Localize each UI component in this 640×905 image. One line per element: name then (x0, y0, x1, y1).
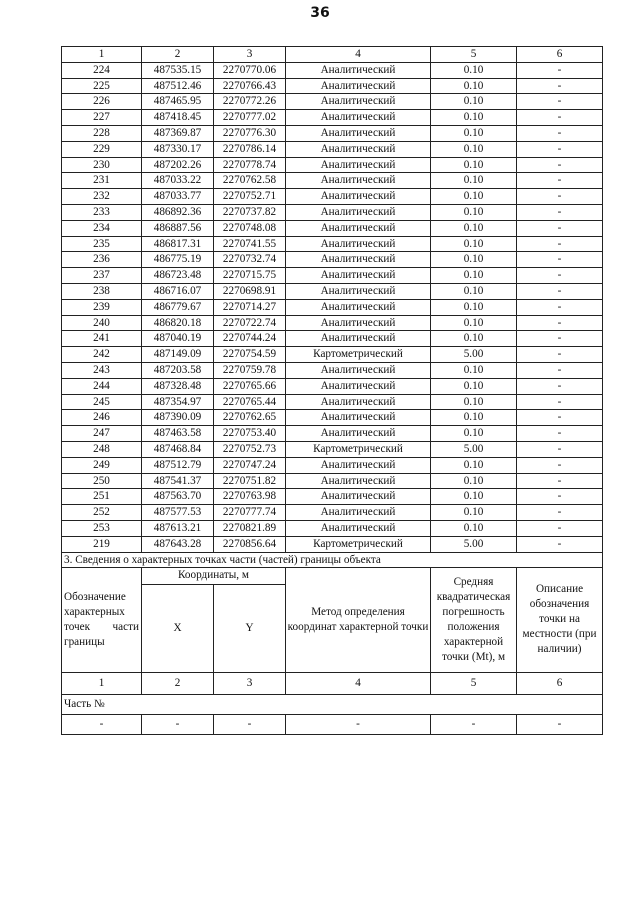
y-coord-cell: 2270747.24 (214, 457, 286, 473)
error-cell: 5.00 (431, 536, 517, 552)
point-number-cell: 247 (62, 426, 142, 442)
description-cell: - (517, 125, 603, 141)
y-coord-cell: 2270762.65 (214, 410, 286, 426)
point-number-cell: 236 (62, 252, 142, 268)
method-cell: Аналитический (286, 78, 431, 94)
col-num: 3 (214, 672, 286, 694)
method-cell: Аналитический (286, 457, 431, 473)
error-cell: 0.10 (431, 141, 517, 157)
y-coord-cell: 2270776.30 (214, 125, 286, 141)
x-coord-cell: 486892.36 (142, 204, 214, 220)
error-cell: 5.00 (431, 347, 517, 363)
error-cell: 0.10 (431, 505, 517, 521)
description-cell: - (517, 473, 603, 489)
page-number: 36 (310, 5, 330, 21)
table-row (62, 505, 603, 521)
description-cell: - (517, 236, 603, 252)
y-coord-cell: 2270751.82 (214, 473, 286, 489)
error-cell: 0.10 (431, 157, 517, 173)
error-cell: 0.10 (431, 94, 517, 110)
x-coord-cell: 487541.37 (142, 473, 214, 489)
y-coord-cell: 2270766.43 (214, 78, 286, 94)
empty-cell: - (431, 714, 517, 734)
error-cell: 0.10 (431, 331, 517, 347)
method-cell: Аналитический (286, 489, 431, 505)
col-num: 2 (142, 47, 214, 63)
error-cell: 0.10 (431, 252, 517, 268)
description-cell: - (517, 283, 603, 299)
point-number-cell: 227 (62, 110, 142, 126)
y-coord-cell: 2270763.98 (214, 489, 286, 505)
table-row (62, 204, 603, 220)
method-cell: Аналитический (286, 173, 431, 189)
table-row (62, 157, 603, 173)
y-coord-cell: 2270856.64 (214, 536, 286, 552)
x-coord-cell: 487354.97 (142, 394, 214, 410)
header-designation (62, 567, 142, 672)
method-cell: Аналитический (286, 141, 431, 157)
point-number-cell: 232 (62, 189, 142, 205)
method-cell: Аналитический (286, 378, 431, 394)
x-coord-cell: 487149.09 (142, 347, 214, 363)
error-cell: 0.10 (431, 473, 517, 489)
point-number-cell: 224 (62, 62, 142, 78)
point-number-cell: 250 (62, 473, 142, 489)
x-coord-cell: 487465.95 (142, 94, 214, 110)
point-number-cell: 248 (62, 441, 142, 457)
header-error: Средняя квадратическая погрешность положения характерной точки (Mt), м (431, 567, 517, 672)
table-row (62, 78, 603, 94)
description-cell: - (517, 173, 603, 189)
table-row (62, 315, 603, 331)
empty-row (62, 714, 603, 734)
description-cell: - (517, 520, 603, 536)
method-cell: Аналитический (286, 157, 431, 173)
x-coord-cell: 486716.07 (142, 283, 214, 299)
description-cell: - (517, 394, 603, 410)
header-description: Описание обозначения точки на местности (при наличии) (517, 567, 603, 672)
method-cell: Аналитический (286, 189, 431, 205)
table-row (62, 378, 603, 394)
col-num: 6 (517, 672, 603, 694)
x-coord-cell: 486887.56 (142, 220, 214, 236)
description-cell: - (517, 331, 603, 347)
method-cell: Аналитический (286, 220, 431, 236)
method-cell: Аналитический (286, 520, 431, 536)
description-cell: - (517, 426, 603, 442)
point-number-cell: 234 (62, 220, 142, 236)
description-cell: - (517, 157, 603, 173)
y-coord-cell: 2270737.82 (214, 204, 286, 220)
y-coord-cell: 2270752.71 (214, 189, 286, 205)
x-coord-cell: 487512.79 (142, 457, 214, 473)
y-coord-cell: 2270765.44 (214, 394, 286, 410)
description-cell: - (517, 141, 603, 157)
method-cell: Аналитический (286, 62, 431, 78)
point-number-cell: 231 (62, 173, 142, 189)
table-row (62, 268, 603, 284)
x-coord-cell: 487613.21 (142, 520, 214, 536)
x-coord-cell: 487033.22 (142, 173, 214, 189)
method-cell: Аналитический (286, 331, 431, 347)
col-num: 4 (286, 47, 431, 63)
col-num: 3 (214, 47, 286, 63)
description-cell: - (517, 220, 603, 236)
table-row (62, 331, 603, 347)
x-coord-cell: 487577.53 (142, 505, 214, 521)
method-cell: Картометрический (286, 347, 431, 363)
x-coord-cell: 486779.67 (142, 299, 214, 315)
table-row (62, 362, 603, 378)
error-cell: 0.10 (431, 173, 517, 189)
empty-cell: - (214, 714, 286, 734)
error-cell: 0.10 (431, 236, 517, 252)
error-cell: 0.10 (431, 315, 517, 331)
point-number-cell: 230 (62, 157, 142, 173)
y-coord-cell: 2270754.59 (214, 347, 286, 363)
y-coord-cell: 2270714.27 (214, 299, 286, 315)
description-cell: - (517, 62, 603, 78)
col-num: 4 (286, 672, 431, 694)
method-cell: Картометрический (286, 536, 431, 552)
point-number-cell: 233 (62, 204, 142, 220)
empty-cell: - (286, 714, 431, 734)
header-method: Метод определения координат характерной точки (286, 567, 431, 672)
description-cell: - (517, 204, 603, 220)
error-cell: 0.10 (431, 78, 517, 94)
x-coord-cell: 487202.26 (142, 157, 214, 173)
x-coord-cell: 487033.77 (142, 189, 214, 205)
method-cell: Аналитический (286, 204, 431, 220)
table-row (62, 110, 603, 126)
error-cell: 0.10 (431, 520, 517, 536)
y-coord-cell: 2270698.91 (214, 283, 286, 299)
error-cell: 0.10 (431, 489, 517, 505)
method-cell: Аналитический (286, 394, 431, 410)
x-coord-cell: 487369.87 (142, 125, 214, 141)
error-cell: 0.10 (431, 362, 517, 378)
table-row (62, 299, 603, 315)
coordinates-table (61, 46, 603, 735)
table-row (62, 457, 603, 473)
table-row (62, 441, 603, 457)
x-coord-cell: 487468.84 (142, 441, 214, 457)
header-designation-text: Обозначение характерных точек части границы (64, 590, 139, 648)
point-number-cell: 225 (62, 78, 142, 94)
part-label-row (62, 694, 603, 714)
y-coord-cell: 2270777.74 (214, 505, 286, 521)
y-coord-cell: 2270765.66 (214, 378, 286, 394)
y-coord-cell: 2270821.89 (214, 520, 286, 536)
point-number-cell: 240 (62, 315, 142, 331)
header-x: X (142, 584, 214, 672)
col-num: 1 (62, 47, 142, 63)
x-coord-cell: 487535.15 (142, 62, 214, 78)
method-cell: Аналитический (286, 505, 431, 521)
y-coord-cell: 2270772.26 (214, 94, 286, 110)
x-coord-cell: 486817.31 (142, 236, 214, 252)
error-cell: 0.10 (431, 283, 517, 299)
table-row (62, 62, 603, 78)
error-cell: 0.10 (431, 268, 517, 284)
x-coord-cell: 487643.28 (142, 536, 214, 552)
point-number-cell: 252 (62, 505, 142, 521)
error-cell: 0.10 (431, 378, 517, 394)
error-cell: 0.10 (431, 410, 517, 426)
point-number-cell: 242 (62, 347, 142, 363)
table-row (62, 220, 603, 236)
method-cell: Аналитический (286, 315, 431, 331)
method-cell: Аналитический (286, 252, 431, 268)
description-cell: - (517, 410, 603, 426)
y-coord-cell: 2270770.06 (214, 62, 286, 78)
column-number-row (62, 47, 603, 63)
point-number-cell: 228 (62, 125, 142, 141)
x-coord-cell: 486723.48 (142, 268, 214, 284)
table-row (62, 173, 603, 189)
table-row (62, 236, 603, 252)
x-coord-cell: 487390.09 (142, 410, 214, 426)
empty-cell: - (517, 714, 603, 734)
point-number-cell: 226 (62, 94, 142, 110)
error-cell: 0.10 (431, 220, 517, 236)
x-coord-cell: 487463.58 (142, 426, 214, 442)
description-cell: - (517, 78, 603, 94)
method-cell: Аналитический (286, 362, 431, 378)
table-row (62, 283, 603, 299)
point-number-cell: 239 (62, 299, 142, 315)
table-row (62, 252, 603, 268)
description-cell: - (517, 110, 603, 126)
method-cell: Аналитический (286, 236, 431, 252)
header-y: Y (214, 584, 286, 672)
point-number-cell: 245 (62, 394, 142, 410)
description-cell: - (517, 362, 603, 378)
table-row (62, 394, 603, 410)
method-cell: Аналитический (286, 283, 431, 299)
table-row (62, 189, 603, 205)
description-cell: - (517, 489, 603, 505)
description-cell: - (517, 441, 603, 457)
part-label: Часть № (62, 694, 603, 714)
table-row (62, 347, 603, 363)
error-cell: 0.10 (431, 457, 517, 473)
table-row (62, 94, 603, 110)
col-num: 6 (517, 47, 603, 63)
y-coord-cell: 2270786.14 (214, 141, 286, 157)
method-cell: Аналитический (286, 110, 431, 126)
point-number-cell: 238 (62, 283, 142, 299)
x-coord-cell: 487040.19 (142, 331, 214, 347)
method-cell: Картометрический (286, 441, 431, 457)
y-coord-cell: 2270732.74 (214, 252, 286, 268)
empty-cell: - (62, 714, 142, 734)
section-title-row (62, 552, 603, 567)
x-coord-cell: 487563.70 (142, 489, 214, 505)
error-cell: 0.10 (431, 299, 517, 315)
col-num: 2 (142, 672, 214, 694)
error-cell: 0.10 (431, 426, 517, 442)
table-row (62, 473, 603, 489)
table-row (62, 536, 603, 552)
section-header-row (62, 567, 603, 584)
description-cell: - (517, 189, 603, 205)
error-cell: 0.10 (431, 110, 517, 126)
point-number-cell: 235 (62, 236, 142, 252)
error-cell: 0.10 (431, 204, 517, 220)
method-cell: Аналитический (286, 410, 431, 426)
x-coord-cell: 487512.46 (142, 78, 214, 94)
x-coord-cell: 487418.45 (142, 110, 214, 126)
method-cell: Аналитический (286, 125, 431, 141)
description-cell: - (517, 505, 603, 521)
y-coord-cell: 2270715.75 (214, 268, 286, 284)
error-cell: 5.00 (431, 441, 517, 457)
description-cell: - (517, 252, 603, 268)
method-cell: Аналитический (286, 299, 431, 315)
method-cell: Аналитический (286, 268, 431, 284)
y-coord-cell: 2270762.58 (214, 173, 286, 189)
y-coord-cell: 2270741.55 (214, 236, 286, 252)
x-coord-cell: 487203.58 (142, 362, 214, 378)
x-coord-cell: 486820.18 (142, 315, 214, 331)
error-cell: 0.10 (431, 394, 517, 410)
description-cell: - (517, 536, 603, 552)
description-cell: - (517, 94, 603, 110)
description-cell: - (517, 299, 603, 315)
y-coord-cell: 2270744.24 (214, 331, 286, 347)
section-title: 3. Сведения о характерных точках части (частей) границы объекта (62, 552, 603, 567)
point-number-cell: 237 (62, 268, 142, 284)
y-coord-cell: 2270752.73 (214, 441, 286, 457)
method-cell: Аналитический (286, 473, 431, 489)
point-number-cell: 251 (62, 489, 142, 505)
table-row (62, 489, 603, 505)
table-row (62, 410, 603, 426)
empty-cell: - (142, 714, 214, 734)
method-cell: Аналитический (286, 426, 431, 442)
y-coord-cell: 2270777.02 (214, 110, 286, 126)
col-num: 1 (62, 672, 142, 694)
table-row (62, 125, 603, 141)
y-coord-cell: 2270748.08 (214, 220, 286, 236)
description-cell: - (517, 378, 603, 394)
header-coords: Координаты, м (142, 567, 286, 584)
description-cell: - (517, 315, 603, 331)
error-cell: 0.10 (431, 62, 517, 78)
point-number-cell: 244 (62, 378, 142, 394)
point-number-cell: 219 (62, 536, 142, 552)
point-number-cell: 253 (62, 520, 142, 536)
table-row (62, 141, 603, 157)
description-cell: - (517, 457, 603, 473)
col-num: 5 (431, 672, 517, 694)
x-coord-cell: 487330.17 (142, 141, 214, 157)
error-cell: 0.10 (431, 125, 517, 141)
y-coord-cell: 2270759.78 (214, 362, 286, 378)
point-number-cell: 246 (62, 410, 142, 426)
description-cell: - (517, 268, 603, 284)
y-coord-cell: 2270778.74 (214, 157, 286, 173)
method-cell: Аналитический (286, 94, 431, 110)
y-coord-cell: 2270722.74 (214, 315, 286, 331)
point-number-cell: 241 (62, 331, 142, 347)
section-col-number-row (62, 672, 603, 694)
table-row (62, 520, 603, 536)
error-cell: 0.10 (431, 189, 517, 205)
point-number-cell: 229 (62, 141, 142, 157)
x-coord-cell: 486775.19 (142, 252, 214, 268)
y-coord-cell: 2270753.40 (214, 426, 286, 442)
x-coord-cell: 487328.48 (142, 378, 214, 394)
point-number-cell: 243 (62, 362, 142, 378)
table-row (62, 426, 603, 442)
point-number-cell: 249 (62, 457, 142, 473)
col-num: 5 (431, 47, 517, 63)
description-cell: - (517, 347, 603, 363)
